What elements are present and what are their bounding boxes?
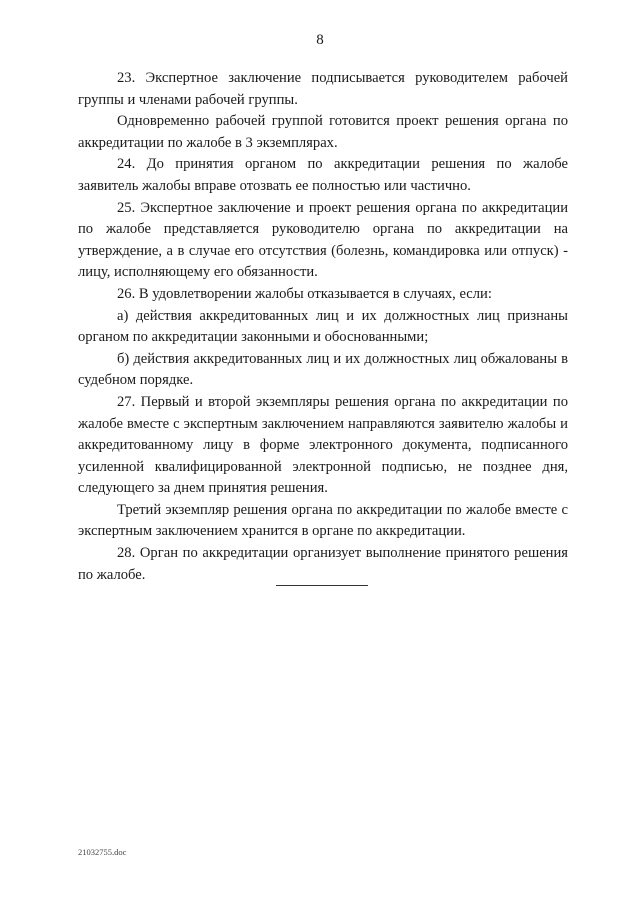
end-divider xyxy=(276,585,368,586)
paragraph-27-continued: Третий экземпляр решения органа по аккредитации по жалобе вместе с экспертным заключением хранится в органе по аккредитации. xyxy=(78,501,568,540)
paragraph-26: 26. В удовлетворении жалобы отказывается в случаях, если: xyxy=(117,285,492,302)
paragraph-27: 27. Первый и второй экземпляры решения органа по аккредитации по жалобе вместе с экспертным заключением направляются заявителю жалобы и аккредитованному лицу в форме электронного документа, подписанного усиленной квалифицированной электронной подписью, не позднее дня, следующего за днем принятия решения. xyxy=(78,393,568,497)
paragraph-23: 23. Экспертное заключение подписывается руководителем рабочей группы и членами рабочей группы. xyxy=(78,70,568,108)
paragraph-24: 24. До принятия органом по аккредитации решения по жалобе заявитель жалобы вправе отозвать ее полностью или частично. xyxy=(78,156,568,194)
paragraph-26-item-a: а) действия аккредитованных лиц и их должностных лиц признаны органом по аккредитации законными и обоснованными; xyxy=(78,307,568,346)
paragraph-28: 28. Орган по аккредитации организует выполнение принятого решения по жалобе. xyxy=(78,545,568,583)
footer-file-name: 21032755.doc xyxy=(78,847,127,857)
paragraph-26-item-b: б) действия аккредитованных лиц и их должностных лиц обжалованы в судебном порядке. xyxy=(78,350,568,389)
paragraph-25: 25. Экспертное заключение и проект решения органа по аккредитации по жалобе представляется руководителю органа по аккредитации на утверждение, а в случае его отсутствия (болезнь, командировка или отпуск) - лицу, исполняющему его обязанности. xyxy=(78,199,568,281)
document-body xyxy=(78,68,568,586)
page-number: 8 xyxy=(316,32,324,48)
paragraph-23-continued: Одновременно рабочей группой готовится проект решения органа по аккредитации по жалобе в 3 экземплярах. xyxy=(78,113,568,151)
